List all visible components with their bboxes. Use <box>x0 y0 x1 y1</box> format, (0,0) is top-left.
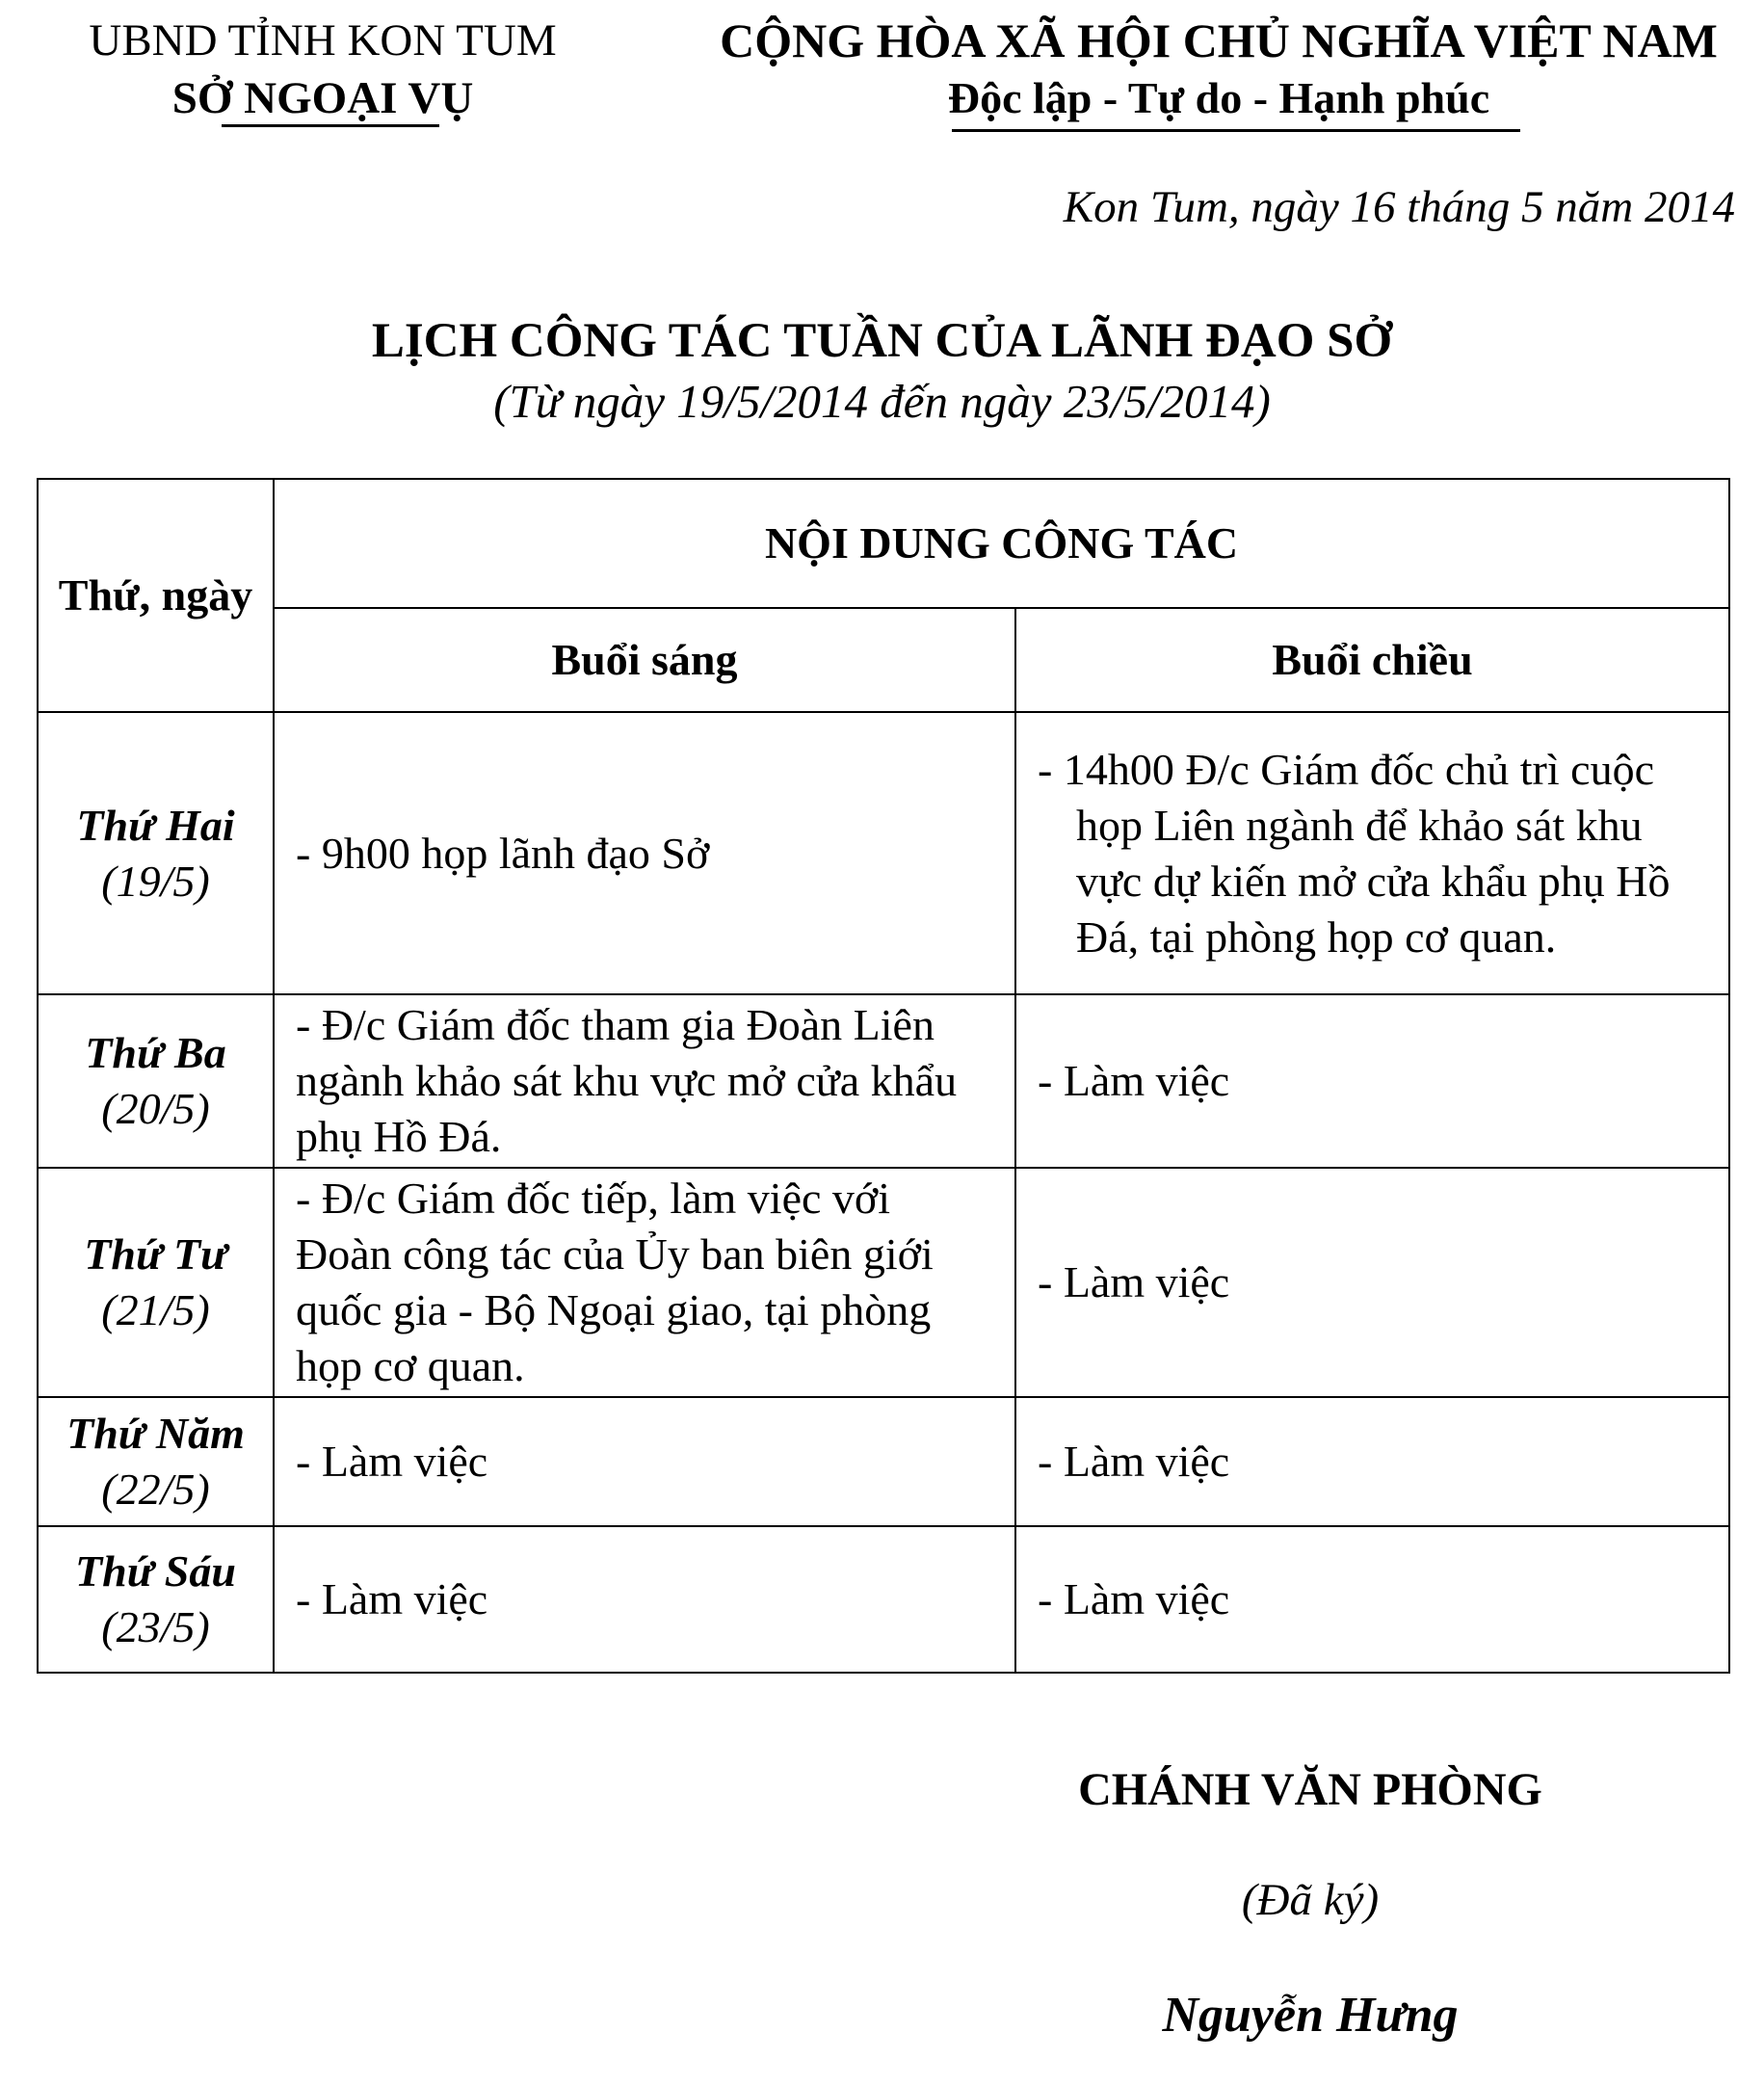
header-afternoon: Buổi chiều <box>1015 608 1729 712</box>
nation-motto: Độc lập - Tự do - Hạnh phúc <box>947 73 1490 122</box>
day-cell <box>38 1397 274 1526</box>
day-cell <box>38 1526 274 1673</box>
signer-name: Nguyễn Hưng <box>1162 1988 1459 2043</box>
table-header-row <box>38 479 1729 608</box>
day-date: (22/5) <box>101 1465 210 1514</box>
table-row <box>38 712 1729 994</box>
morning-cell <box>274 1526 1015 1673</box>
morning-text: - Đ/c Giám đốc tiếp, làm việc với Đoàn công tác của Ủy ban biên giới quốc gia - Bộ Ngoại giao, tại phòng họp cơ quan. <box>296 1174 934 1390</box>
day-name: Thứ Ba <box>85 1028 226 1077</box>
afternoon-cell <box>1015 712 1729 994</box>
afternoon-text: - 14h00 Đ/c Giám đốc chủ trì cuộc họp Liên ngành để khảo sát khu vực dự kiến mở cửa khẩu phụ Hồ Đá, tại phòng họp cơ quan. <box>1038 744 1671 962</box>
afternoon-cell <box>1015 1526 1729 1673</box>
afternoon-cell <box>1015 994 1729 1168</box>
day-date: (20/5) <box>101 1084 210 1133</box>
afternoon-text: - Làm việc <box>1038 1437 1230 1486</box>
table-subheader-row <box>38 608 1729 712</box>
header-content: NỘI DUNG CÔNG TÁC <box>274 479 1729 608</box>
agency-header <box>39 12 607 127</box>
morning-cell <box>274 1168 1015 1397</box>
table-row <box>38 1168 1729 1397</box>
afternoon-text: - Làm việc <box>1038 1257 1230 1306</box>
nation-line1: CỘNG HÒA XÃ HỘI CHỦ NGHĨA VIỆT NAM <box>720 13 1718 67</box>
header-day: Thứ, ngày <box>38 479 274 712</box>
agency-line2: SỞ NGOẠI VỤ <box>171 73 474 123</box>
page-subtitle: (Từ ngày 19/5/2014 đến ngày 23/5/2014) <box>493 375 1271 428</box>
afternoon-cell <box>1015 1168 1729 1397</box>
agency-underline <box>222 124 439 127</box>
nation-header <box>694 12 1744 127</box>
day-name: Thứ Tư <box>84 1229 227 1279</box>
afternoon-text: - Làm việc <box>1038 1056 1230 1105</box>
day-name: Thứ Năm <box>66 1409 245 1458</box>
date-line: Kon Tum, ngày 16 tháng 5 năm 2014 <box>1063 182 1735 232</box>
morning-text: - 9h00 họp lãnh đạo Sở <box>296 828 710 878</box>
page-title: LỊCH CÔNG TÁC TUẦN CỦA LÃNH ĐẠO SỞ <box>371 314 1393 368</box>
afternoon-text: - Làm việc <box>1038 1574 1230 1623</box>
table-row <box>38 1526 1729 1673</box>
day-name: Thứ Hai <box>76 800 235 850</box>
morning-text: - Làm việc <box>296 1574 488 1623</box>
day-date: (21/5) <box>101 1285 210 1334</box>
day-date: (19/5) <box>101 856 210 906</box>
header-morning: Buổi sáng <box>274 608 1015 712</box>
day-cell <box>38 1168 274 1397</box>
table-row <box>38 994 1729 1168</box>
day-cell <box>38 712 274 994</box>
signature-status: (Đã ký) <box>1241 1875 1380 1925</box>
signature-title: CHÁNH VĂN PHÒNG <box>1078 1764 1542 1815</box>
morning-cell <box>274 1397 1015 1526</box>
agency-line1: UBND TỈNH KON TUM <box>89 15 557 66</box>
motto-underline <box>952 129 1520 132</box>
afternoon-cell <box>1015 1397 1729 1526</box>
day-date: (23/5) <box>101 1602 210 1651</box>
morning-text: - Đ/c Giám đốc tham gia Đoàn Liên ngành khảo sát khu vực mở cửa khẩu phụ Hồ Đá. <box>296 1000 958 1161</box>
day-name: Thứ Sáu <box>75 1546 236 1596</box>
morning-text: - Làm việc <box>296 1437 488 1486</box>
schedule-table <box>37 478 1730 1674</box>
morning-cell <box>274 712 1015 994</box>
morning-cell <box>274 994 1015 1168</box>
table-row <box>38 1397 1729 1526</box>
day-cell <box>38 994 274 1168</box>
